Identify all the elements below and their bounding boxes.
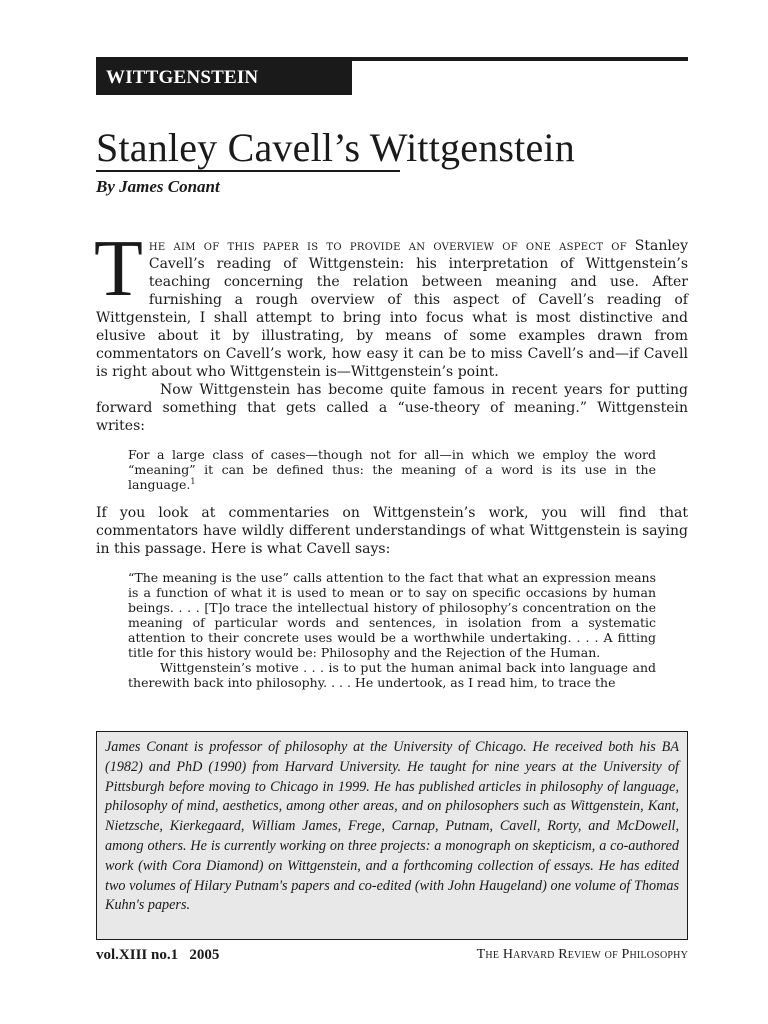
- footnote-marker[interactable]: 1: [190, 476, 196, 486]
- article-title: Stanley Cavell’s Wittgenstein: [96, 125, 575, 170]
- block-quote-1: [128, 447, 656, 492]
- paragraph-3: If you look at commentaries on Wittgenstein’s work, you will find that commentators have wildly different understandings of what Wittgenstein is saying in this passage. Here is what Cavell says:: [96, 505, 688, 557]
- paragraph-1-text: Stanley Cavell’s reading of Wittgenstein: his interpretation of Wittgenstein’s teaching concerning the relation between meaning and use. After furnishing a rough overview of this aspect of Cavell’s reading of Wittgenstein, I shall attempt to bring into focus what is most distinctive and elusive about it by illustrating, by means of some examples drawn from commentators on Cavell’s work, how easy it can be to miss Cavell’s and—if Cavell is right about who Wittgenstein is—Wittgenstein’s point.: [96, 238, 689, 380]
- lead-in: he aim of this paper is to provide an overview of one aspect of: [148, 238, 628, 254]
- issue-text: vol.XIII no.1 2005: [96, 947, 220, 963]
- section-tag: WITTGENSTEIN: [96, 61, 352, 95]
- article-body: [94, 225, 689, 690]
- paragraph-2: Now Wittgenstein has become quite famous in recent years for putting forward something that gets called a “use-theory of meaning.” Wittgenstein writes:: [96, 382, 688, 434]
- issue-info: [96, 946, 219, 964]
- journal-name: The Harvard Review of Philosophy: [476, 947, 688, 962]
- paragraph-1: [94, 225, 689, 381]
- quote-2-paragraph-2: Wittgenstein’s motive . . . is to put the human animal back into language and therewith back into philosophy. . . . He undertook, as I read him, to trace the: [128, 660, 656, 690]
- block-quote-2: [128, 570, 656, 690]
- quote-1-text: For a large class of cases—though not for all—in which we employ the word “meaning” it can be defined thus: the meaning of a word is its use in the language.: [128, 447, 656, 492]
- quote-2-paragraph-1: “The meaning is the use” calls attention to the fact that what an expression means is a function of what it is used to mean or to say on specific occasions by human beings. . . . [T]o trace the intellectual history of philosophy’s concentration on the meaning of particular words and sentences, in isolation from a systematic attention to their concrete uses would be a worthwhile undertaking. . . . A fitting title for this history would be: Philosophy and the Rejection of the Human.: [128, 570, 656, 660]
- title-underline: [96, 170, 400, 172]
- author-bio-box: James Conant is professor of philosophy at the University of Chicago. He received both his BA (1982) and PhD (1990) from Harvard University. He taught for nine years at the University of Pittsburgh before moving to Chicago in 1999. He has published articles in philosophy of language, philosophy of mind, aesthetics, among other areas, and on philosophers such as Wittgenstein, Kant, Nietzsche, Kierkegaard, William James, Frege, Carnap, Putnam, Cavell, Rorty, and McDowell, among others. He is currently working on three projects: a monograph on skepticism, a co-authored work (with Cora Diamond) on Wittgenstein, and a forthcoming collection of essays. He has edited two volumes of Hilary Putnam's papers and co-edited (with John Haugeland) one volume of Thomas Kuhn's papers.: [96, 731, 688, 940]
- drop-cap: T: [94, 225, 143, 313]
- author-byline: By James Conant: [96, 177, 220, 196]
